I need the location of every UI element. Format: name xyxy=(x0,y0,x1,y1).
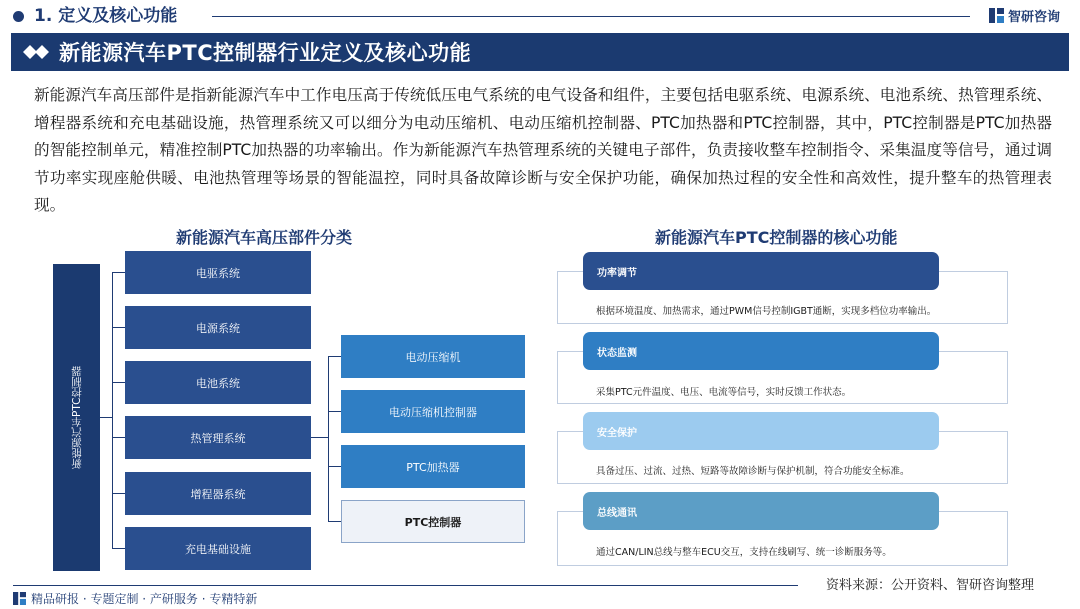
thermal-item: 电动压缩机 xyxy=(341,335,525,378)
brand-logo-icon xyxy=(13,592,26,605)
footer-tagline-text: 精品研报 · 专题定制 · 产研服务 · 专精特新 xyxy=(31,592,258,606)
footer-divider xyxy=(13,585,798,586)
function-card-desc: 通过CAN/LIN总线与整车ECU交互，支持在线刷写、统一诊断服务等。 xyxy=(596,547,892,558)
category-box: 电池系统 xyxy=(125,361,311,404)
category-branch xyxy=(112,327,125,328)
section-bullet xyxy=(13,11,24,22)
header-divider xyxy=(212,16,970,17)
thermal-branch xyxy=(328,466,341,467)
right-diagram-title: 新能源汽车PTC控制器的核心功能 xyxy=(655,228,898,247)
function-card-title: 安全保护 xyxy=(583,412,939,450)
left-diagram-title: 新能源汽车高压部件分类 xyxy=(176,228,353,247)
function-card-desc: 采集PTC元件温度、电压、电流等信号，实时反馈工作状态。 xyxy=(596,387,852,398)
function-card-desc: 具备过压、过流、过热、短路等故障诊断与保护机制，符合功能安全标准。 xyxy=(596,466,910,477)
page-title: 新能源汽车PTC控制器行业定义及核心功能 xyxy=(59,41,472,65)
category-box: 电驱系统 xyxy=(125,251,311,294)
definition-paragraph: 新能源汽车高压部件是指新能源汽车中工作电压高于传统低压电气系统的电气设备和组件，主要包括电驱系统、电源系统、电池系统、热管理系统、增程器系统和充电基础设施，热管理系统又可以细分为电动压缩机、电动压缩机控制器、PTC加热器和PTC控制器，其中，PTC控制器是PTC加热器的智能控制单元，精准控制PTC加热器的功率输出。作为新能源汽车热管理系统的关键电子部件，负责接收整车控制指令、采集温度等信号，通过调节功率实现座舱供暖、电池热管理等场景的智能温控，同时具备故障诊断与安全保护功能，确保加热过程的安全性和高效性，提升整车的热管理表现。 xyxy=(34,86,1052,214)
thermal-item: 电动压缩机控制器 xyxy=(341,390,525,433)
footer-tagline xyxy=(13,590,257,607)
brand-logo-icon xyxy=(989,8,1004,23)
brand-logo xyxy=(989,6,1060,25)
function-card-title: 状态监测 xyxy=(583,332,939,370)
category-box-thermal: 热管理系统 xyxy=(125,416,311,459)
function-card-desc: 根据环境温度、加热需求，通过PWM信号控制IGBT通断，实现多档位功率输出。 xyxy=(596,306,937,317)
category-branch xyxy=(112,493,125,494)
category-branch xyxy=(112,272,125,273)
category-branch xyxy=(112,382,125,383)
category-branch xyxy=(112,548,125,549)
title-banner xyxy=(11,33,1069,71)
category-branch xyxy=(112,437,125,438)
category-trunk xyxy=(112,272,113,548)
function-card-title: 总线通讯 xyxy=(583,492,939,530)
thermal-branch xyxy=(328,356,341,357)
root-node xyxy=(53,264,100,571)
root-connector xyxy=(100,417,112,418)
category-box: 电源系统 xyxy=(125,306,311,349)
function-card-title: 功率调节 xyxy=(583,252,939,290)
thermal-branch xyxy=(328,411,341,412)
category-box: 充电基础设施 xyxy=(125,527,311,570)
thermal-branch xyxy=(328,521,341,522)
thermal-trunk xyxy=(328,356,329,521)
diamond-icon xyxy=(23,45,49,59)
thermal-connector xyxy=(311,437,328,438)
category-box: 增程器系统 xyxy=(125,472,311,515)
source-note: 资料来源：公开资料、智研咨询整理 xyxy=(826,578,1035,593)
thermal-item: PTC加热器 xyxy=(341,445,525,488)
section-title: 1. 定义及核心功能 xyxy=(34,6,178,26)
thermal-item-ptc-controller: PTC控制器 xyxy=(341,500,525,543)
root-node-label: 新能源汽车PTC控制器 xyxy=(71,365,83,470)
brand-name: 智研咨询 xyxy=(1008,10,1061,25)
